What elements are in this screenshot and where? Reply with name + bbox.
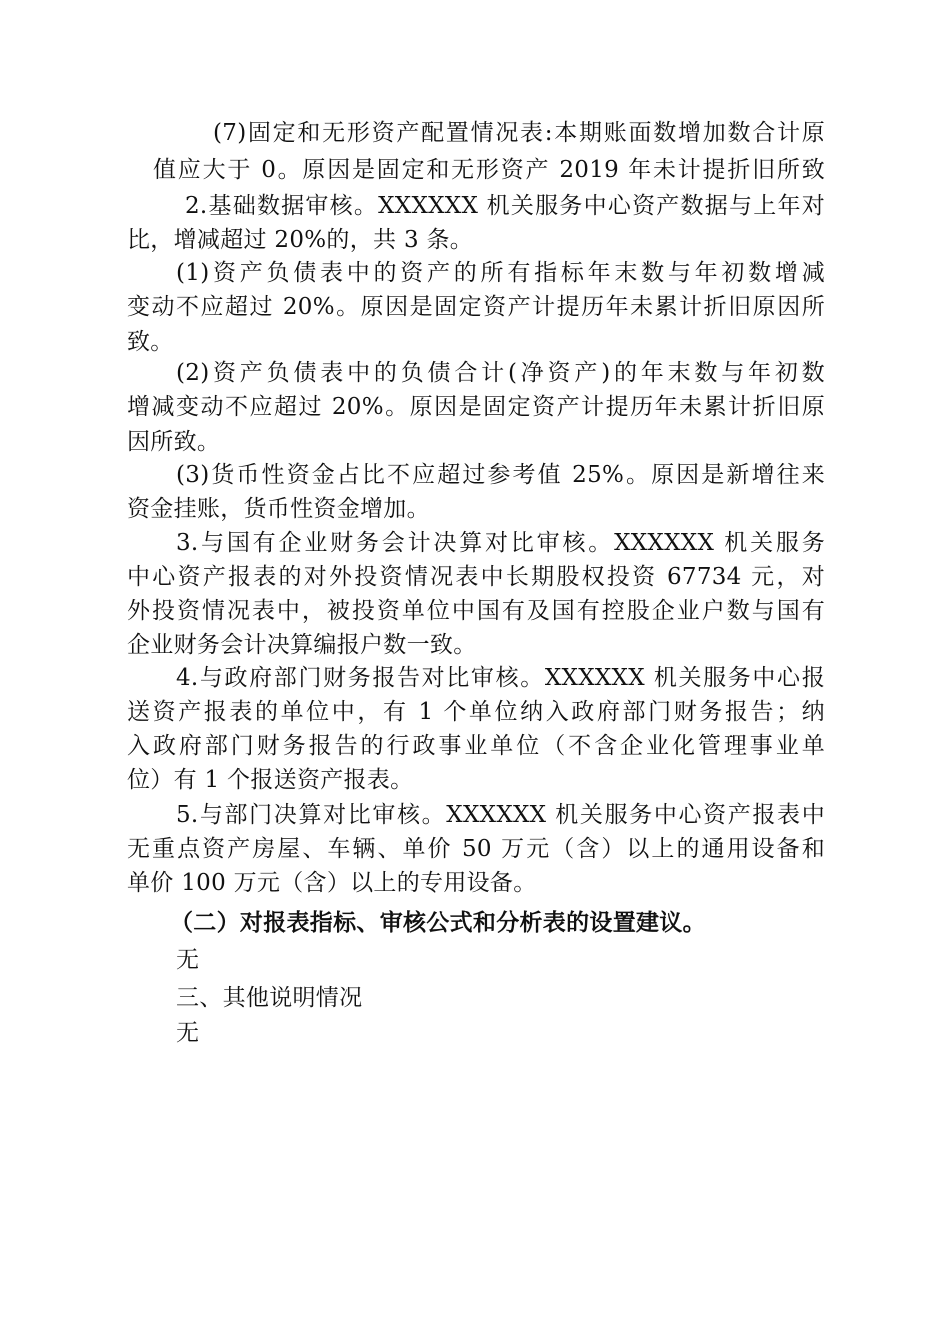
- text-line: 企业财务会计决算编报户数一致。: [127, 632, 477, 658]
- text-line: 送资产报表的单位中，有 1 个单位纳入政府部门财务报告；纳: [127, 699, 825, 725]
- text-line: 外投资情况表中，被投资单位中国有及国有控股企业户数与国有: [127, 598, 825, 624]
- text-line: 2.基础数据审核。XXXXXX 机关服务中心资产数据与上年对: [185, 193, 825, 219]
- text-line: 值应大于 0。原因是固定和无形资产 2019 年未计提折旧所致: [153, 157, 825, 183]
- text-line: (1)资产负债表中的资产的所有指标年末数与年初数增减: [176, 260, 825, 286]
- text-line: 因所致。: [127, 429, 221, 455]
- text-line: (7)固定和无形资产配置情况表:本期账面数增加数合计原: [213, 120, 825, 146]
- text-line: 无: [176, 947, 200, 973]
- text-line: 变动不应超过 20%。原因是固定资产计提历年未累计折旧原因所: [127, 294, 825, 320]
- text-line: 比，增减超过 20%的，共 3 条。: [127, 227, 474, 253]
- text-line: 增减变动不应超过 20%。原因是固定资产计提历年未累计折旧原: [127, 394, 825, 420]
- text-line: (3)货币性资金占比不应超过参考值 25%。原因是新增往来: [176, 462, 825, 488]
- text-line: 资金挂账，货币性资金增加。: [127, 496, 430, 522]
- text-line: 3.与国有企业财务会计决算对比审核。XXXXXX 机关服务: [176, 530, 825, 556]
- text-line: 致。: [127, 329, 174, 355]
- text-line: 无重点资产房屋、车辆、单价 50 万元（含）以上的通用设备和: [127, 836, 825, 862]
- text-line: 入政府部门财务报告的行政事业单位（不含企业化管理事业单: [127, 733, 825, 759]
- text-line: 4.与政府部门财务报告对比审核。XXXXXX 机关服务中心报: [176, 665, 825, 691]
- text-line: 5.与部门决算对比审核。XXXXXX 机关服务中心资产报表中: [176, 802, 825, 828]
- section-heading: （二）对报表指标、审核公式和分析表的设置建议。: [170, 910, 706, 936]
- text-line: (2)资产负债表中的负债合计(净资产)的年末数与年初数: [176, 360, 825, 386]
- text-line: 中心资产报表的对外投资情况表中长期股权投资 67734 元，对: [127, 564, 825, 590]
- text-line: 无: [176, 1020, 200, 1046]
- text-line: 单价 100 万元（含）以上的专用设备。: [127, 870, 537, 896]
- text-line: 位）有 1 个报送资产报表。: [127, 767, 414, 793]
- section-heading: 三、其他说明情况: [176, 985, 363, 1011]
